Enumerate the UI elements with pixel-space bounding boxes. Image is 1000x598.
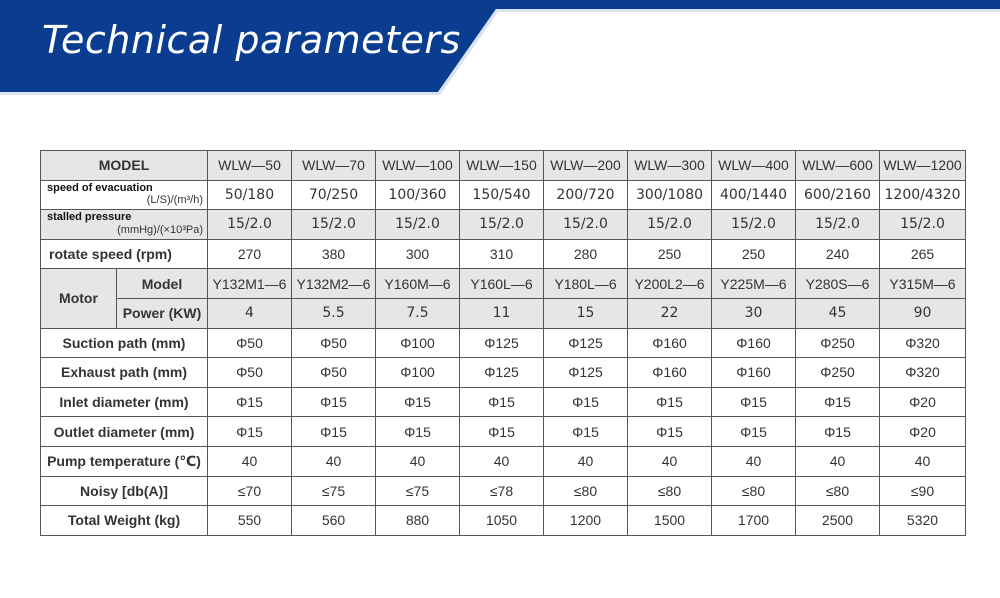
suction-row (41, 328, 966, 358)
exhaust-cell: Φ320 (880, 358, 966, 388)
motor-model-cell: Y280S—6 (796, 269, 880, 299)
stalled-cell: 15/2.0 (544, 210, 628, 240)
outlet-cell: Φ20 (880, 417, 966, 447)
suction-cell: Φ100 (376, 328, 460, 358)
outlet-cell: Φ15 (292, 417, 376, 447)
noise-cell: ≤75 (292, 476, 376, 506)
outlet-cell: Φ15 (628, 417, 712, 447)
motor-model-cell: Y132M1—6 (208, 269, 292, 299)
rotate-cell: 300 (376, 239, 460, 269)
model-cell: WLW—200 (544, 151, 628, 181)
power-cell: 11 (460, 298, 544, 328)
stalled-cell: 15/2.0 (628, 210, 712, 240)
inlet-cell: Φ15 (376, 387, 460, 417)
speed-cell: 200/720 (544, 180, 628, 210)
power-cell: 15 (544, 298, 628, 328)
temperature-cell: 40 (376, 446, 460, 476)
weight-cell: 1700 (712, 506, 796, 536)
weight-cell: 550 (208, 506, 292, 536)
noise-cell: ≤90 (880, 476, 966, 506)
temperature-row (41, 446, 966, 476)
speed-cell: 50/180 (208, 180, 292, 210)
stalled-cell: 15/2.0 (292, 210, 376, 240)
model-cell: WLW—50 (208, 151, 292, 181)
motor-model-row (41, 269, 966, 299)
temperature-cell: 40 (460, 446, 544, 476)
inlet-label: Inlet diameter (mm) (41, 387, 208, 417)
inlet-cell: Φ15 (628, 387, 712, 417)
noise-cell: ≤70 (208, 476, 292, 506)
inlet-cell: Φ15 (208, 387, 292, 417)
inlet-cell: Φ15 (460, 387, 544, 417)
title-banner (0, 0, 1000, 100)
motor-model-cell: Y180L—6 (544, 269, 628, 299)
exhaust-cell: Φ250 (796, 358, 880, 388)
stalled-cell: 15/2.0 (880, 210, 966, 240)
speed-cell: 600/2160 (796, 180, 880, 210)
temperature-cell: 40 (796, 446, 880, 476)
rotate-label: rotate speed (rpm) (41, 239, 208, 269)
power-cell: 5.5 (292, 298, 376, 328)
noise-cell: ≤80 (544, 476, 628, 506)
motor-label: Motor (41, 269, 117, 328)
stalled-cell: 15/2.0 (376, 210, 460, 240)
speed-cell: 1200/4320 (880, 180, 966, 210)
exhaust-cell: Φ50 (292, 358, 376, 388)
noise-cell: ≤80 (628, 476, 712, 506)
speed-label-top: speed of evacuation (47, 181, 153, 194)
rotate-cell: 250 (712, 239, 796, 269)
inlet-cell: Φ15 (796, 387, 880, 417)
suction-cell: Φ125 (544, 328, 628, 358)
motor-model-cell: Y200L2—6 (628, 269, 712, 299)
suction-cell: Φ320 (880, 328, 966, 358)
rotate-cell: 265 (880, 239, 966, 269)
inlet-cell: Φ20 (880, 387, 966, 417)
exhaust-cell: Φ160 (712, 358, 796, 388)
model-row (41, 151, 966, 181)
stalled-label-top: stalled pressure (47, 211, 132, 224)
motor-model-label: Model (117, 269, 208, 299)
motor-model-cell: Y160M—6 (376, 269, 460, 299)
exhaust-cell: Φ125 (544, 358, 628, 388)
exhaust-cell: Φ100 (376, 358, 460, 388)
outlet-cell: Φ15 (544, 417, 628, 447)
weight-cell: 5320 (880, 506, 966, 536)
noise-cell: ≤80 (712, 476, 796, 506)
speed-label-unit: (L/S)/(m³/h) (146, 194, 203, 207)
weight-cell: 1200 (544, 506, 628, 536)
parameters-table (40, 150, 966, 536)
power-cell: 22 (628, 298, 712, 328)
rotate-cell: 280 (544, 239, 628, 269)
outlet-cell: Φ15 (460, 417, 544, 447)
noise-row (41, 476, 966, 506)
rotate-cell: 250 (628, 239, 712, 269)
stalled-cell: 15/2.0 (796, 210, 880, 240)
motor-model-cell: Y315M—6 (880, 269, 966, 299)
outlet-cell: Φ15 (712, 417, 796, 447)
motor-model-cell: Y160L—6 (460, 269, 544, 299)
temperature-cell: 40 (208, 446, 292, 476)
page-title: Technical parameters (42, 18, 461, 62)
rotate-cell: 240 (796, 239, 880, 269)
stalled-label-unit: (mmHg)/(×10³Pa) (117, 223, 203, 236)
power-cell: 45 (796, 298, 880, 328)
power-cell: 7.5 (376, 298, 460, 328)
model-cell: WLW—150 (460, 151, 544, 181)
inlet-cell: Φ15 (292, 387, 376, 417)
speed-cell: 70/250 (292, 180, 376, 210)
temperature-cell: 40 (712, 446, 796, 476)
speed-cell: 300/1080 (628, 180, 712, 210)
model-cell: WLW—1200 (880, 151, 966, 181)
speed-cell: 100/360 (376, 180, 460, 210)
power-cell: 90 (880, 298, 966, 328)
inlet-cell: Φ15 (544, 387, 628, 417)
exhaust-cell: Φ125 (460, 358, 544, 388)
outlet-cell: Φ15 (796, 417, 880, 447)
inlet-row (41, 387, 966, 417)
model-cell: WLW—400 (712, 151, 796, 181)
outlet-label: Outlet diameter (mm) (41, 417, 208, 447)
noise-cell: ≤75 (376, 476, 460, 506)
speed-label (41, 180, 208, 210)
stalled-cell: 15/2.0 (208, 210, 292, 240)
power-cell: 4 (208, 298, 292, 328)
speed-cell: 150/540 (460, 180, 544, 210)
motor-model-cell: Y132M2—6 (292, 269, 376, 299)
weight-label: Total Weight (kg) (41, 506, 208, 536)
weight-cell: 560 (292, 506, 376, 536)
suction-cell: Φ125 (460, 328, 544, 358)
stalled-label (41, 210, 208, 240)
weight-cell: 880 (376, 506, 460, 536)
model-label: MODEL (41, 151, 208, 181)
weight-cell: 1500 (628, 506, 712, 536)
suction-cell: Φ50 (292, 328, 376, 358)
noise-cell: ≤80 (796, 476, 880, 506)
noise-cell: ≤78 (460, 476, 544, 506)
temperature-cell: 40 (292, 446, 376, 476)
suction-cell: Φ160 (628, 328, 712, 358)
weight-cell: 1050 (460, 506, 544, 536)
stalled-cell: 15/2.0 (460, 210, 544, 240)
suction-cell: Φ160 (712, 328, 796, 358)
outlet-cell: Φ15 (208, 417, 292, 447)
speed-row (41, 180, 966, 210)
temperature-cell: 40 (544, 446, 628, 476)
suction-cell: Φ50 (208, 328, 292, 358)
inlet-cell: Φ15 (712, 387, 796, 417)
temperature-label: Pump temperature (℃) (41, 446, 208, 476)
outlet-row (41, 417, 966, 447)
temperature-cell: 40 (628, 446, 712, 476)
model-cell: WLW—100 (376, 151, 460, 181)
power-cell: 30 (712, 298, 796, 328)
stalled-cell: 15/2.0 (712, 210, 796, 240)
weight-row (41, 506, 966, 536)
power-row (41, 298, 966, 328)
power-label: Power (KW) (117, 298, 208, 328)
rotate-row (41, 239, 966, 269)
speed-cell: 400/1440 (712, 180, 796, 210)
outlet-cell: Φ15 (376, 417, 460, 447)
rotate-cell: 270 (208, 239, 292, 269)
suction-label: Suction path (mm) (41, 328, 208, 358)
exhaust-cell: Φ160 (628, 358, 712, 388)
rotate-cell: 380 (292, 239, 376, 269)
rotate-cell: 310 (460, 239, 544, 269)
weight-cell: 2500 (796, 506, 880, 536)
exhaust-cell: Φ50 (208, 358, 292, 388)
stalled-row (41, 210, 966, 240)
suction-cell: Φ250 (796, 328, 880, 358)
exhaust-label: Exhaust path (mm) (41, 358, 208, 388)
noise-label: Noisy [db(A)] (41, 476, 208, 506)
motor-model-cell: Y225M—6 (712, 269, 796, 299)
exhaust-row (41, 358, 966, 388)
model-cell: WLW—300 (628, 151, 712, 181)
model-cell: WLW—70 (292, 151, 376, 181)
model-cell: WLW—600 (796, 151, 880, 181)
temperature-cell: 40 (880, 446, 966, 476)
